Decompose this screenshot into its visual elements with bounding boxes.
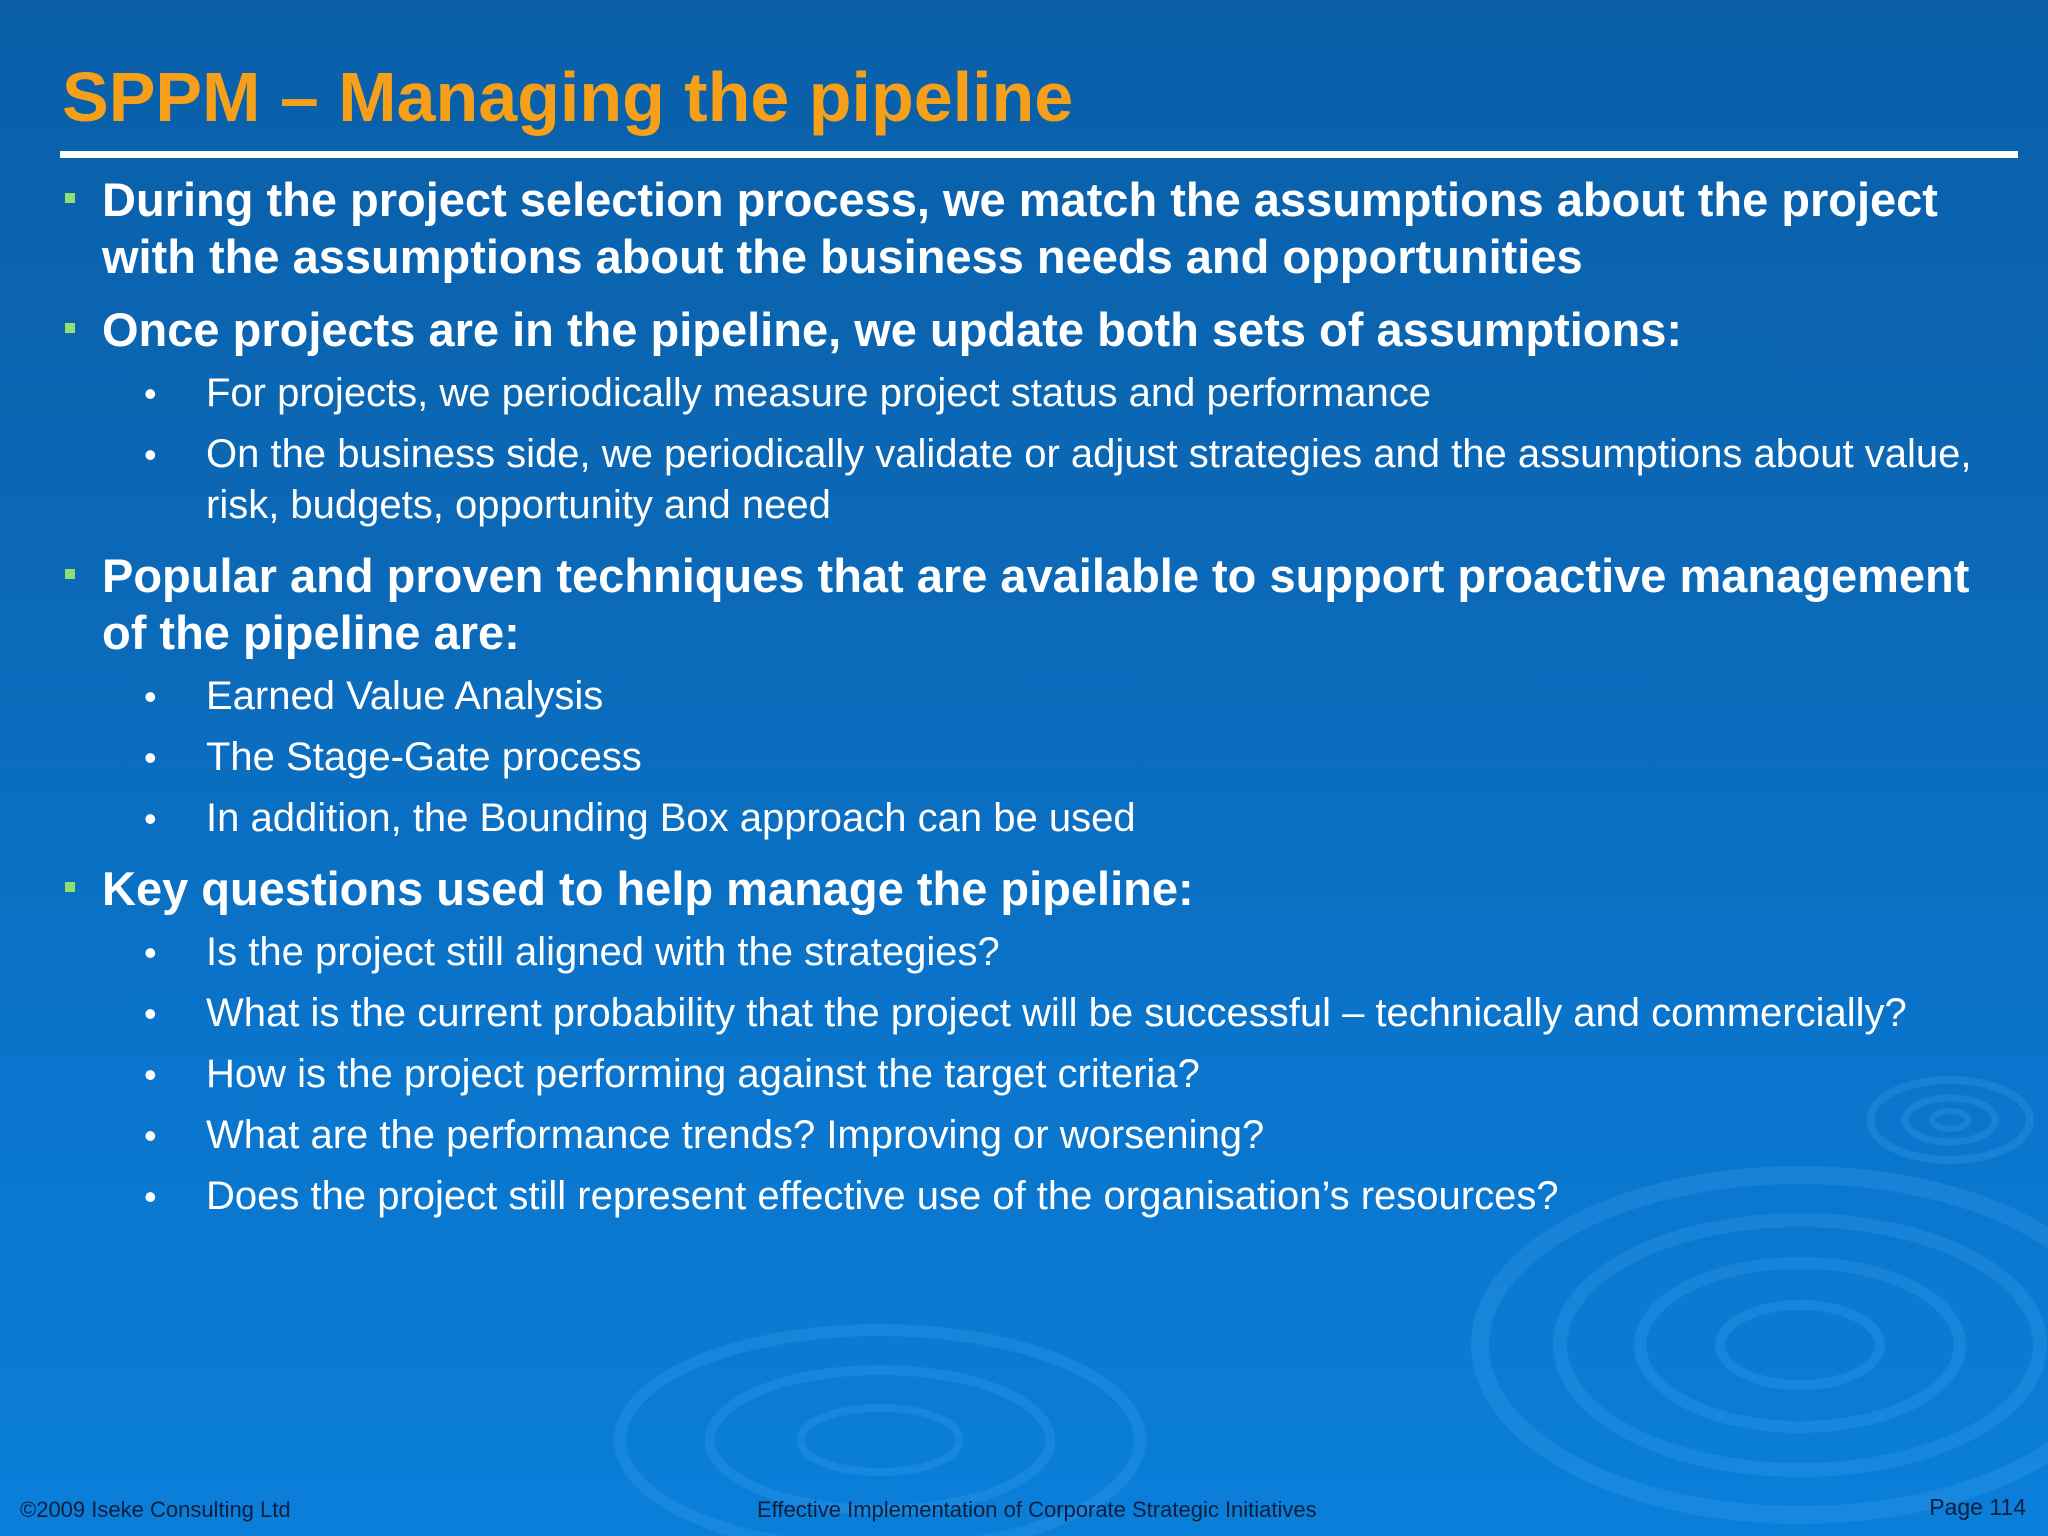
section-heading-techniques	[62, 547, 2022, 661]
list-item-text: In addition, the Bounding Box approach can be used	[206, 796, 1136, 840]
list-item	[62, 368, 2022, 419]
list-item-text: Earned Value Analysis	[206, 674, 604, 718]
list-item-text: Is the project still aligned with the strategies?	[206, 930, 1000, 974]
square-bullet-icon	[65, 323, 75, 333]
round-bullet-icon: •	[144, 1115, 157, 1156]
list-item-text: What are the performance trends? Improving or worsening?	[206, 1113, 1265, 1157]
list-item	[62, 1171, 2022, 1222]
round-bullet-icon: •	[144, 993, 157, 1034]
round-bullet-icon: •	[144, 1176, 157, 1217]
section-heading-pipeline-update	[62, 301, 2022, 358]
title-underline	[60, 151, 2018, 158]
round-bullet-icon: •	[144, 1054, 157, 1095]
list-item	[62, 927, 2022, 978]
list-item	[62, 1110, 2022, 1161]
slide-content	[62, 163, 2022, 1222]
square-bullet-icon	[65, 882, 75, 892]
list-item	[62, 671, 2022, 722]
section-heading-key-questions	[62, 860, 2022, 917]
round-bullet-icon: •	[144, 434, 157, 475]
list-item	[62, 1049, 2022, 1100]
square-bullet-icon	[65, 193, 75, 203]
round-bullet-icon: •	[144, 932, 157, 973]
list-item-text: Does the project still represent effective use of the organisation’s resources?	[206, 1174, 1559, 1218]
list-item	[62, 988, 2022, 1039]
round-bullet-icon: •	[144, 373, 157, 414]
footer-page-number: Page 114	[1929, 1494, 2026, 1520]
list-item	[62, 732, 2022, 783]
list-item-text: On the business side, we periodically validate or adjust strategies and the assumptions about value, risk, budgets, opportunity and need	[206, 432, 1972, 527]
section-heading-text: Once projects are in the pipeline, we update both sets of assumptions:	[102, 303, 1683, 356]
section-heading-selection	[62, 171, 2022, 285]
slide-title: SPPM – Managing the pipeline	[62, 58, 1074, 136]
list-item-text: For projects, we periodically measure project status and performance	[206, 371, 1431, 415]
footer-copyright: ©2009 Iseke Consulting Ltd	[20, 1497, 291, 1522]
list-item	[62, 429, 2022, 531]
list-item-text: The Stage-Gate process	[206, 735, 642, 779]
round-bullet-icon: •	[144, 737, 157, 778]
section-heading-text: Popular and proven techniques that are available to support proactive management of the pipeline are:	[102, 549, 1970, 659]
section-heading-text: Key questions used to help manage the pipeline:	[102, 862, 1194, 915]
list-item-text: What is the current probability that the project will be successful – technically and commercially?	[206, 991, 1907, 1035]
round-bullet-icon: •	[144, 676, 157, 717]
list-item-text: How is the project performing against the target criteria?	[206, 1052, 1200, 1096]
round-bullet-icon: •	[144, 798, 157, 839]
footer-course-title: Effective Implementation of Corporate Strategic Initiatives	[757, 1497, 1317, 1522]
list-item	[62, 793, 2022, 844]
square-bullet-icon	[65, 569, 75, 579]
section-heading-text: During the project selection process, we match the assumptions about the project with the assumptions about the business needs and opportunities	[102, 173, 1938, 283]
